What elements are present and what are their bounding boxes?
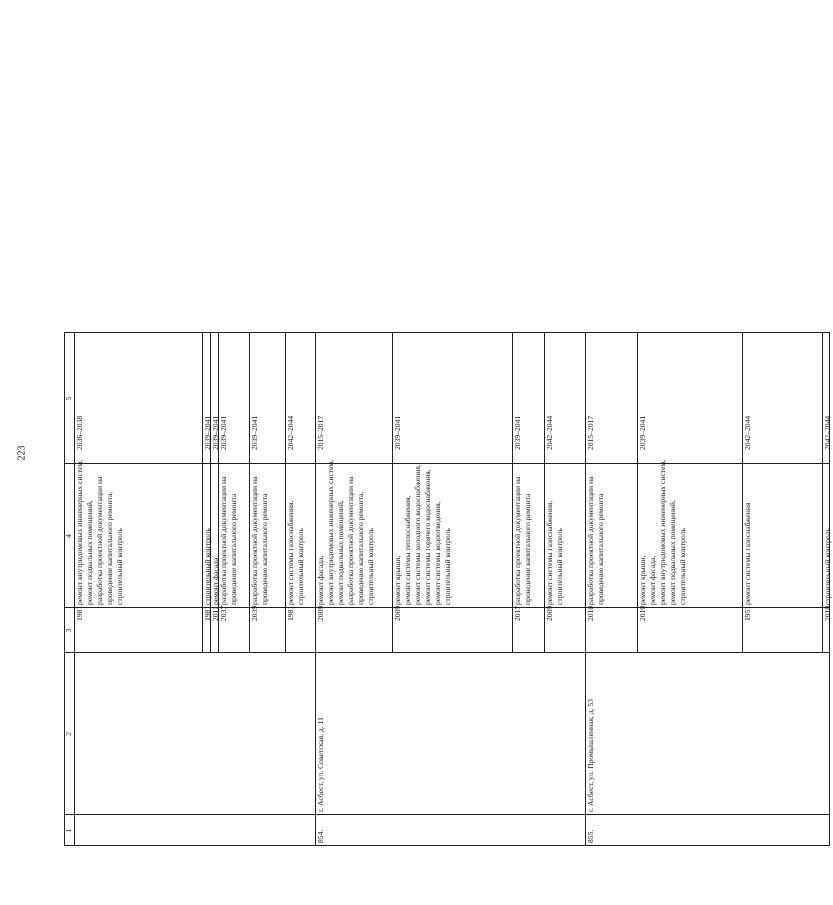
year-cell: 2010 (586, 605, 595, 621)
year-cell: 1981 (286, 605, 295, 621)
works-line: ремонт крыши, (638, 555, 647, 605)
works-line: ремонт фасада, (316, 555, 325, 605)
works-line: строительный контроль (555, 528, 564, 605)
table-rule (64, 814, 830, 815)
works-line: проведение капитального ремонта (260, 493, 269, 605)
works-line: проведение капитального ремонта, (356, 491, 365, 605)
year-cell: 2009 (316, 605, 325, 621)
period-cell: 2042–2044 (823, 415, 832, 450)
works-line: ремонт фасада (211, 557, 220, 605)
works-line: разработка проектной документации на (513, 476, 522, 605)
table-rule (210, 333, 211, 653)
period-cell: 2036–2038 (75, 415, 84, 450)
period-cell: 2042–2044 (545, 415, 554, 450)
year-cell: 1981 (75, 605, 84, 621)
period-cell: 2042–2044 (743, 415, 752, 450)
table-rule (64, 607, 830, 608)
works-line: ремонт внутридомовых инженерных систем, (75, 459, 84, 605)
column-header: 5 (64, 396, 73, 401)
rotated-table-area (64, 80, 832, 846)
works-line: строительный контроль (115, 528, 124, 605)
table-rule (64, 845, 830, 846)
table-rule (64, 652, 830, 653)
address-cell: г. Асбест, ул. Промышленная, д. 53 (586, 699, 595, 812)
works-line: ремонт фасада, (648, 555, 657, 605)
period-cell: 2039–2041 (513, 415, 522, 450)
page-number: 223 (16, 445, 28, 461)
works-line: проведение капитального ремонта, (105, 491, 114, 605)
works-line: разработка проектной документации на (346, 476, 355, 605)
repair-schedule-table (64, 80, 832, 846)
column-header: 4 (64, 534, 73, 538)
period-cell: 2039–2041 (211, 415, 220, 450)
works-line: проведение капитального ремонта (523, 493, 532, 605)
year-cell: 2039 (250, 605, 259, 621)
row-number: 855. (586, 829, 595, 843)
works-line: разработка проектной документации на (219, 476, 228, 605)
year-cell: 2010 (823, 605, 832, 621)
works-line: ремонт системы теплоснабжения, (403, 495, 412, 605)
table-rule (64, 463, 830, 464)
works-line: ремонт крыши, (393, 555, 402, 605)
period-cell: 2042–2044 (286, 415, 295, 450)
year-cell: 2011 (211, 606, 220, 621)
address-cell: г. Асбест, ул. Советская, д. 11 (316, 717, 325, 812)
works-line: строительный контроль (203, 528, 212, 605)
works-line: строительный контроль (296, 528, 305, 605)
period-cell: 2039–2041 (219, 415, 228, 450)
works-line: ремонт системы газоснабжения, (286, 500, 295, 605)
works-line: ремонт подвальных помещений, (85, 500, 94, 605)
period-cell: 2039–2041 (203, 415, 212, 450)
table-rule (64, 332, 830, 333)
works-line: ремонт системы газоснабжения, (545, 500, 554, 605)
works-line: разработка проектной документации на (586, 476, 595, 605)
period-cell: 2039–2041 (250, 415, 259, 450)
works-line: ремонт системы горячего водоснабжения, (423, 469, 432, 605)
year-cell: 1951 (743, 605, 752, 621)
year-cell: 1981 (203, 605, 212, 621)
works-line: строительный контроль (443, 528, 452, 605)
year-cell: 2010 (638, 605, 647, 621)
period-cell: 2039–2041 (393, 415, 402, 450)
year-cell: 2009 (393, 605, 402, 621)
year-cell: 2037 (219, 605, 228, 621)
works-line: ремонт подвальных помещений, (668, 500, 677, 605)
works-line: строительный контроль (366, 528, 375, 605)
works-line: ремонт подвальных помещений, (336, 500, 345, 605)
works-line: ремонт внутридомовых инженерных систем, (326, 459, 335, 605)
year-cell: 2017 (513, 605, 522, 621)
works-line: ремонт системы водоотведения, (433, 501, 442, 605)
period-cell: 2015–2017 (316, 415, 325, 450)
row-number: 854. (316, 829, 325, 843)
year-cell: 2009 (545, 605, 554, 621)
period-cell: 2039–2041 (638, 415, 647, 450)
period-cell: 2015–2017 (586, 415, 595, 450)
works-line: строительный контроль (678, 528, 687, 605)
works-line: проведение капитального ремонта (229, 493, 238, 605)
works-line: разработка проектной документации на (95, 476, 104, 605)
column-header: 1 (64, 828, 73, 833)
works-line: ремонт системы холодного водоснабжения, (413, 464, 422, 605)
works-line: ремонт внутридомовых инженерных систем, (658, 459, 667, 605)
works-line: разработка проектной документации на (250, 476, 259, 605)
works-line: проведение капитального ремонта (596, 493, 605, 605)
works-line: ремонт системы газоснабжения (743, 502, 752, 605)
works-line: строительный контроль (823, 528, 832, 605)
column-header: 3 (64, 628, 73, 633)
column-header: 2 (64, 732, 73, 736)
